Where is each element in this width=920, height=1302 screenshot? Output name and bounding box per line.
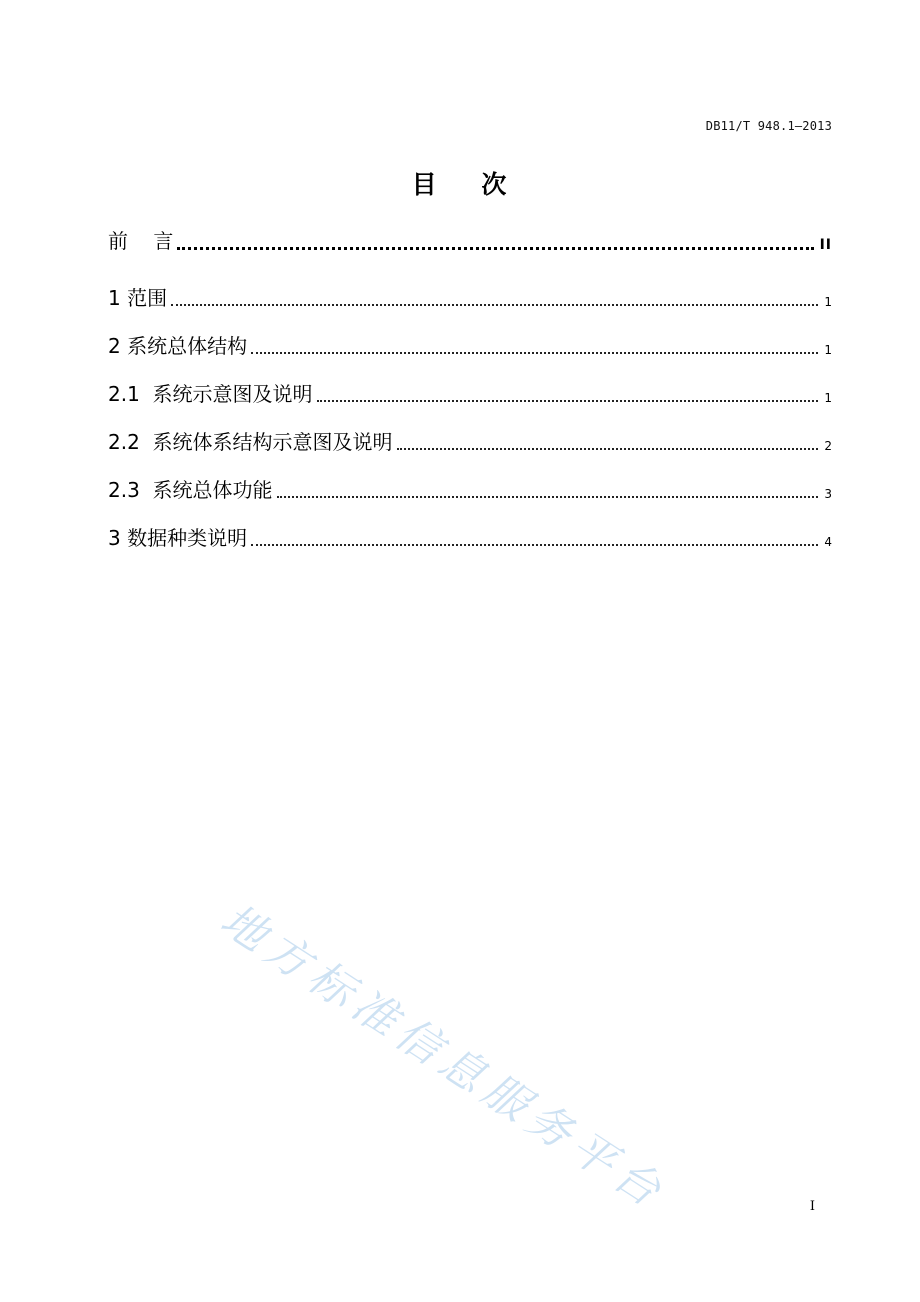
toc-leader-dots: [277, 496, 819, 498]
toc-leader-dots: [317, 400, 819, 402]
toc-entry-page: 1: [824, 391, 832, 405]
toc-entry-system-diagram[interactable]: [108, 379, 832, 409]
document-code: DB11/T 948.1—2013: [705, 119, 832, 133]
toc-leader-dots: [397, 448, 819, 450]
toc-entry-architecture-diagram[interactable]: [108, 427, 832, 457]
page-number: I: [809, 1199, 815, 1214]
toc-entry-system-functions[interactable]: [108, 475, 832, 505]
toc-entry-page: 4: [824, 535, 832, 549]
toc-leader-dots: [177, 247, 813, 250]
toc-entry-page: 1: [824, 295, 832, 309]
toc-entry-page: II: [819, 237, 832, 253]
toc-leader-dots: [251, 352, 818, 354]
watermark: 地方标准信息服务平台: [211, 894, 676, 1221]
toc-entry-label: 1 范围: [108, 286, 168, 310]
toc-entry-label: 3 数据种类说明: [108, 526, 248, 550]
toc-title: 目 次: [411, 170, 509, 199]
toc-entry-system-structure[interactable]: [108, 331, 832, 361]
toc-entry-label: 2.2 系统体系结构示意图及说明: [108, 430, 393, 454]
toc-entry-data-types[interactable]: [108, 523, 832, 553]
toc-leader-dots: [171, 304, 818, 306]
toc-entry-label: 2 系统总体结构: [108, 334, 248, 358]
toc-leader-dots: [251, 544, 818, 546]
toc-entry-preface[interactable]: [108, 226, 832, 256]
toc-entry-page: 3: [824, 487, 832, 501]
toc-entry-page: 1: [824, 343, 832, 357]
toc-entry-label: 2.3 系统总体功能: [108, 478, 273, 502]
toc-entry-page: 2: [824, 439, 832, 453]
toc-entry-scope[interactable]: [108, 283, 832, 313]
toc-entry-label: 前 言: [108, 229, 174, 253]
toc-entry-label: 2.1 系统示意图及说明: [108, 382, 313, 406]
